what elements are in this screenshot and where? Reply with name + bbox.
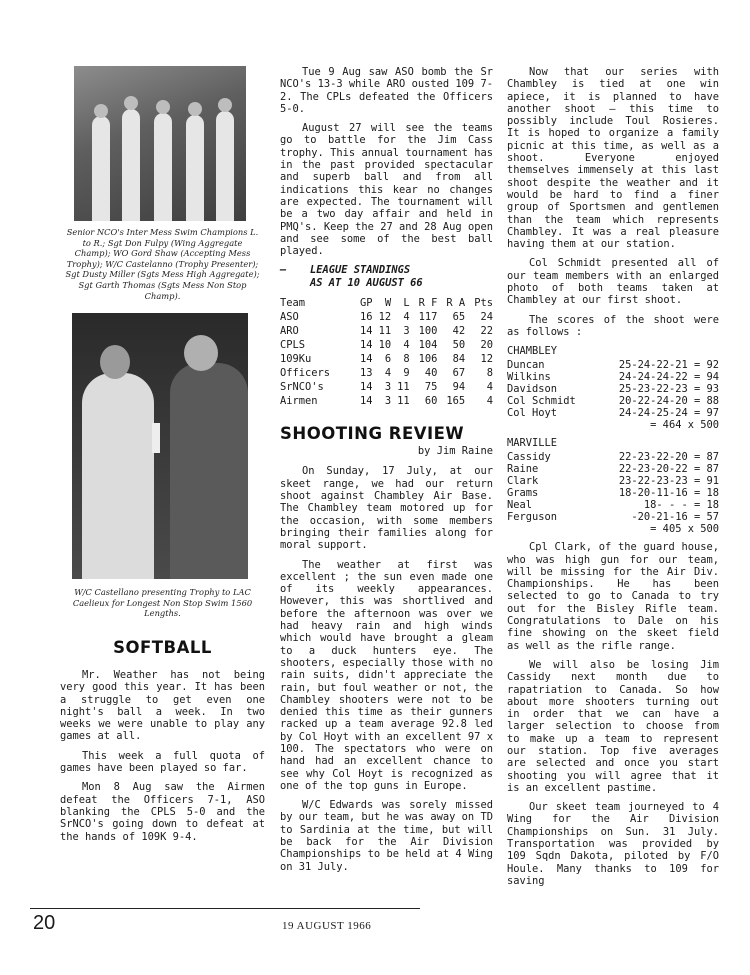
photo1-caption: Senior NCO's Inter Mess Swim Champions L. to R.; Sgt Don Fulpy (Wing Aggregate Champ); WO Gord Shaw (Accepting Mess Trophy); W/C Castelanno (Trophy Presenter); Sgt Dusty Miller (Sgts Mess High Aggregate); Sgt Garth Thomas (Sgts Mess Non Stop Champ). xyxy=(65,227,260,301)
column-2 xyxy=(280,66,493,880)
table-row: 109Ku 14 6 8 106 84 12 xyxy=(280,353,493,366)
softball-paragraph: Mon 8 Aug saw the Airmen defeat the Officers 7-1, ASO blanking the CPLS 5-0 and the SrNCO's going down to defeat at the hands of 109K 9-4. xyxy=(60,781,265,843)
column-1 xyxy=(60,66,265,850)
photo-trophy-presentation xyxy=(72,313,248,579)
shooting-article xyxy=(280,465,493,873)
shooting-paragraph: W/C Edwards was sorely missed by our team, but he was away on TD to Sardinia at the time, but will be back for the Air Division Championships to be held at 4 Wing on 31 July. xyxy=(280,799,493,873)
softball-continued-paragraph: Tue 9 Aug saw ASO bomb the Sr NCO's 13-3 while ARO ousted 109 7-2. The CPLs defeated the Officers 5-0. xyxy=(280,66,493,115)
softball-continued-paragraph: August 27 will see the teams go to battle for the Jim Cass trophy. This annual tournament has in the past provided spectacular and superb ball and from all indications this kear no changes are expected. The tournament will be a two day affair and held in PMQ's. Keep the 27 and 28 Aug open and see some of the best ball played. xyxy=(280,122,493,258)
softball-article xyxy=(60,669,265,843)
table-row: CPLS 14 10 4 104 50 20 xyxy=(280,339,493,352)
photo-swim-champions xyxy=(74,66,246,221)
shooting-continued-paragraph: The scores of the shoot were as follows : xyxy=(507,313,719,338)
table-row: Clark 23-22-23-23 = 91 xyxy=(507,475,719,488)
footer-rule xyxy=(30,908,420,909)
issue-date: 19 AUGUST 1966 xyxy=(282,920,372,932)
page-number: 20 xyxy=(33,912,56,934)
league-header-row: Team GP W L R F R A Pts xyxy=(280,297,493,310)
table-row: Cassidy 22-23-22-20 = 87 xyxy=(507,451,719,464)
softball-continued xyxy=(280,66,493,257)
table-row: Col Schmidt 20-22-24-20 = 88 xyxy=(507,395,719,408)
table-row: Airmen 14 3 11 60 165 4 xyxy=(280,395,493,408)
chambley-scores-table xyxy=(507,359,719,419)
shooting-review-heading: SHOOTING REVIEW xyxy=(280,424,465,444)
table-row: Col Hoyt 24-24-25-24 = 97 xyxy=(507,407,719,420)
table-row: ASO 16 12 4 117 65 24 xyxy=(280,311,493,324)
softball-heading: SOFTBALL xyxy=(113,638,212,657)
shooting-paragraph: On Sunday, 17 July, at our skeet range, we had our return shoot against Chambley Air Base. The Chambley team motored up for the occasion, with some members bringing their families along for moral support. xyxy=(280,465,493,552)
shooting-closing-paragraph: Our skeet team journeyed to 4 Wing for the Air Division Championships on Sun. 31 July. Transportation was provided by 109 Sqdn Dakota, piloted by F/O Houle. Many thanks to 109 for saving xyxy=(507,801,719,887)
league-standings-title: — LEAGUE STANDINGS AS AT 10 AUGUST 66 xyxy=(280,264,423,290)
shooting-closing-paragraph: Cpl Clark, of the guard house, who was high gun for our team, will be missing for the Air Div. Championships. He has been selected to go to Canada to try out for the Bisley Rifle team. Congratulations to Dale on his fine showing on the skeet field as well as the rifle range. xyxy=(507,541,719,652)
chambley-label: CHAMBLEY xyxy=(507,345,558,358)
marville-total: = 405 x 500 xyxy=(650,523,719,536)
chambley-total: = 464 x 500 xyxy=(650,419,719,432)
marville-label: MARVILLE xyxy=(507,437,558,450)
table-row: ARO 14 11 3 100 42 22 xyxy=(280,325,493,338)
table-row: SrNCO's 14 3 11 75 94 4 xyxy=(280,381,493,394)
table-row: Ferguson -20-21-16 = 57 xyxy=(507,511,719,524)
shooting-continued-paragraph: Now that our series with Chambley is tied at one win apiece, it is planned to have another shoot — this time to possibly include Toul Rosieres. It is hoped to organize a family picnic at this time, as well as a shoot. Everyone enjoyed themselves immensely at this last shoot despite the weather and it would be hard to find a finer group of Sportsmen and gentlemen than the team which represents Chambley. It was a real pleasure having them at our station. xyxy=(507,66,719,251)
table-row: Raine 22-23-20-22 = 87 xyxy=(507,463,719,476)
column-3 xyxy=(507,66,719,894)
shooting-closing xyxy=(507,541,719,887)
table-row: Duncan 25-24-22-21 = 92 xyxy=(507,359,719,372)
league-standings-table xyxy=(280,296,493,408)
table-row: Wilkins 24-24-24-22 = 94 xyxy=(507,371,719,384)
table-row: Neal 18- - - = 18 xyxy=(507,499,719,512)
shooting-paragraph: The weather at first was excellent ; the sun even made one of its weekly appearances. However, this was shortlived and before the afternoon was over we had heavy rain and high winds which would have brought a gleam to a duck hunters eye. The shooters, especially those with no rain suits, didn't appreciate the rain, but foul weather or not, the Chambley shooters were not to be denied this time as their gunners racked up a team average 92.8 led by Col Hoyt with an excellent 97 x 100. The spectators who were on hand had an excellent chance to see why Col Hoyt is recognized as one of the top guns in Europe. xyxy=(280,558,493,792)
shooting-continued-paragraph: Col Schmidt presented all of our team members with an enlarged photo of both teams taken at Chambley at our first shoot. xyxy=(507,257,719,307)
softball-paragraph: Mr. Weather has not being very good this year. It has been a struggle to get even one night's ball a week. In two weeks we were unable to play any games at all. xyxy=(60,669,265,743)
softball-paragraph: This week a full quota of games have been played so far. xyxy=(60,749,265,775)
table-row: Grams 18-20-11-16 = 18 xyxy=(507,487,719,500)
shooting-closing-paragraph: We will also be losing Jim Cassidy next month due to rapatriation to Canada. So how about more shooters turning out in order that we can have a larger selection to choose from to make up a team to represent our station. Top five averages are selected and once you start shooting you will agree that it is an excellent pastime. xyxy=(507,658,719,794)
table-row: Officers 13 4 9 40 67 8 xyxy=(280,367,493,380)
shooting-byline: by Jim Raine xyxy=(417,445,493,458)
table-row: Davidson 25-23-22-23 = 93 xyxy=(507,383,719,396)
photo2-caption: W/C Castellano presenting Trophy to LAC Caelieux for Longest Non Stop Swim 1560 Lengths. xyxy=(72,587,253,619)
marville-scores-table xyxy=(507,451,719,523)
shooting-continued xyxy=(507,66,719,338)
